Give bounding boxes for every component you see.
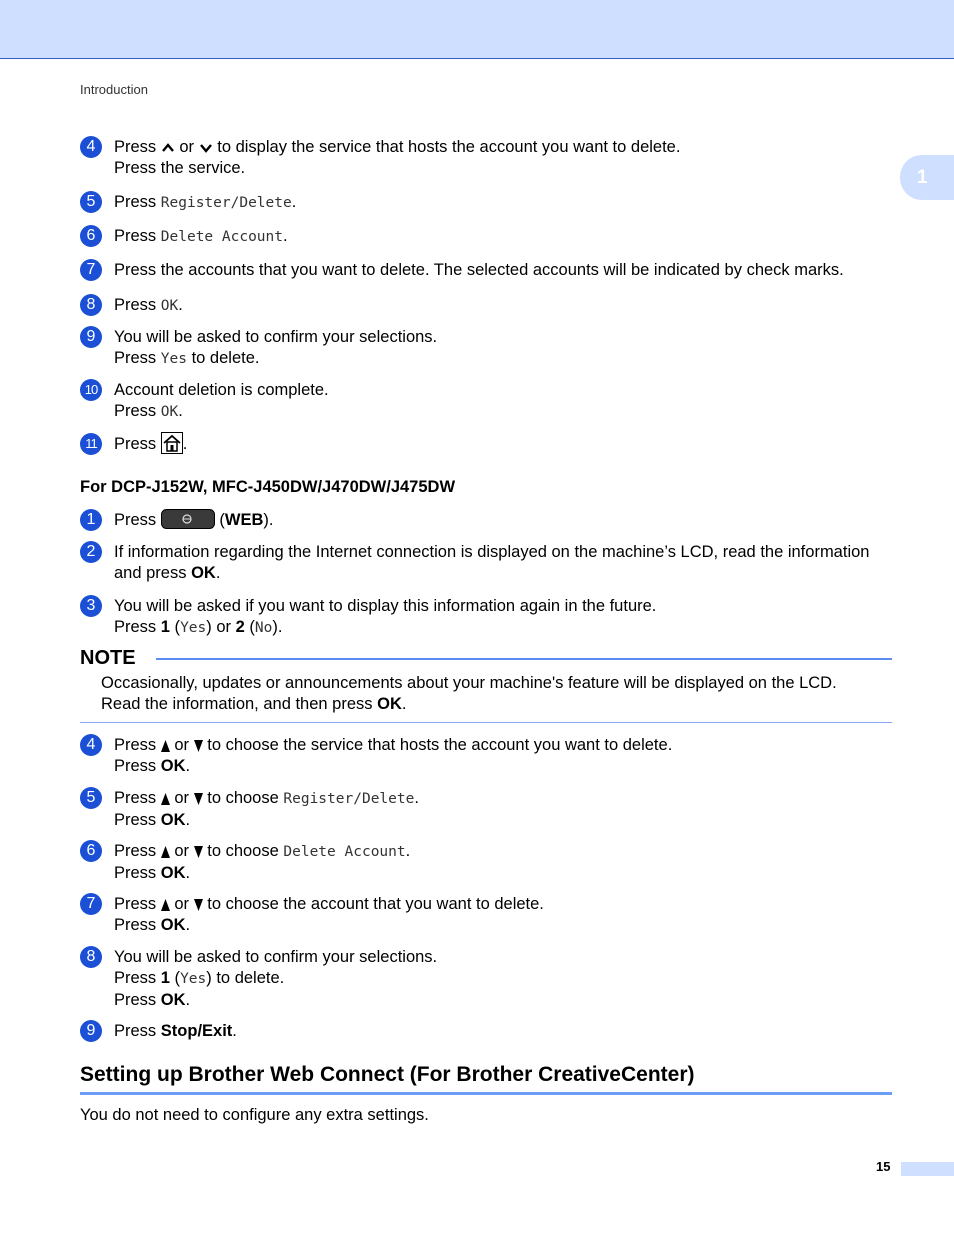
step-c6: 6 Press or to choose Delete Account. Press OK. (80, 841, 900, 884)
footer-band (901, 1162, 954, 1176)
step-c7: 7 Press or to choose the account that you want to delete. Press OK. (80, 894, 900, 936)
step-a5: 5 Press Register/Delete. (80, 192, 900, 214)
step-a11: 11 Press . (80, 434, 900, 455)
note-end-rule (80, 722, 892, 723)
down-arrow-icon (194, 740, 203, 752)
step-a8: 8 Press OK. (80, 295, 900, 317)
up-arrow-icon (161, 899, 170, 911)
section-heading: Setting up Brother Web Connect (For Brother CreativeCenter) (80, 1063, 695, 1086)
step-b3: 3 You will be asked if you want to display this information again in the future. Press 1 (Yes) or 2 (No). (80, 596, 900, 639)
page-number: 15 (876, 1159, 891, 1174)
step-a7: 7 Press the accounts that you want to delete. The selected accounts will be indicated by check marks. (80, 260, 900, 281)
home-icon (161, 432, 183, 454)
step-c4: 4 Press or to choose the service that hosts the account you want to delete. Press OK. (80, 735, 900, 777)
step-a9: 9 You will be asked to confirm your selections. Press Yes to delete. (80, 327, 900, 370)
lcd-register-delete: Register/Delete (160, 195, 292, 211)
lcd-delete-account: Delete Account (160, 229, 283, 245)
step-b1: 1 Press (WEB). (80, 510, 900, 531)
up-arrow-icon (161, 846, 170, 858)
step-b2: 2 If information regarding the Internet connection is displayed on the machine’s LCD, read the information and press OK. (80, 542, 900, 584)
note-body: Occasionally, updates or announcements about your machine's feature will be displayed on the LCD. Read the information, and then press OK. (101, 674, 837, 713)
step-a10: 10 Account deletion is complete. Press OK. (80, 380, 900, 423)
section-body: You do not need to configure any extra settings. (80, 1106, 429, 1124)
step-c5: 5 Press or to choose Register/Delete. Press OK. (80, 788, 900, 831)
note-title: NOTE (80, 647, 136, 669)
model-subheading: For DCP-J152W, MFC-J450DW/J470DW/J475DW (80, 478, 456, 496)
chapter-tab: 1 (900, 155, 954, 200)
step-c8: 8 You will be asked to confirm your selections. Press 1 (Yes) to delete. Press OK. (80, 947, 900, 1011)
step-number: 4 (80, 136, 102, 158)
step-a4: 4 Press or to display the service that hosts the account you want to delete. Press the service. (80, 137, 900, 179)
note-rule (156, 658, 892, 660)
step-c9: 9 Press Stop/Exit. (80, 1021, 900, 1042)
chevron-up-icon (161, 142, 175, 154)
up-arrow-icon (161, 740, 170, 752)
running-head: Introduction (80, 82, 148, 97)
down-arrow-icon (194, 793, 203, 805)
chevron-down-icon (199, 142, 213, 154)
down-arrow-icon (194, 899, 203, 911)
step-a6: 6 Press Delete Account. (80, 226, 900, 248)
section-rule (80, 1092, 892, 1095)
header-band (0, 0, 954, 59)
down-arrow-icon (194, 846, 203, 858)
web-button-icon (161, 509, 215, 529)
up-arrow-icon (161, 793, 170, 805)
